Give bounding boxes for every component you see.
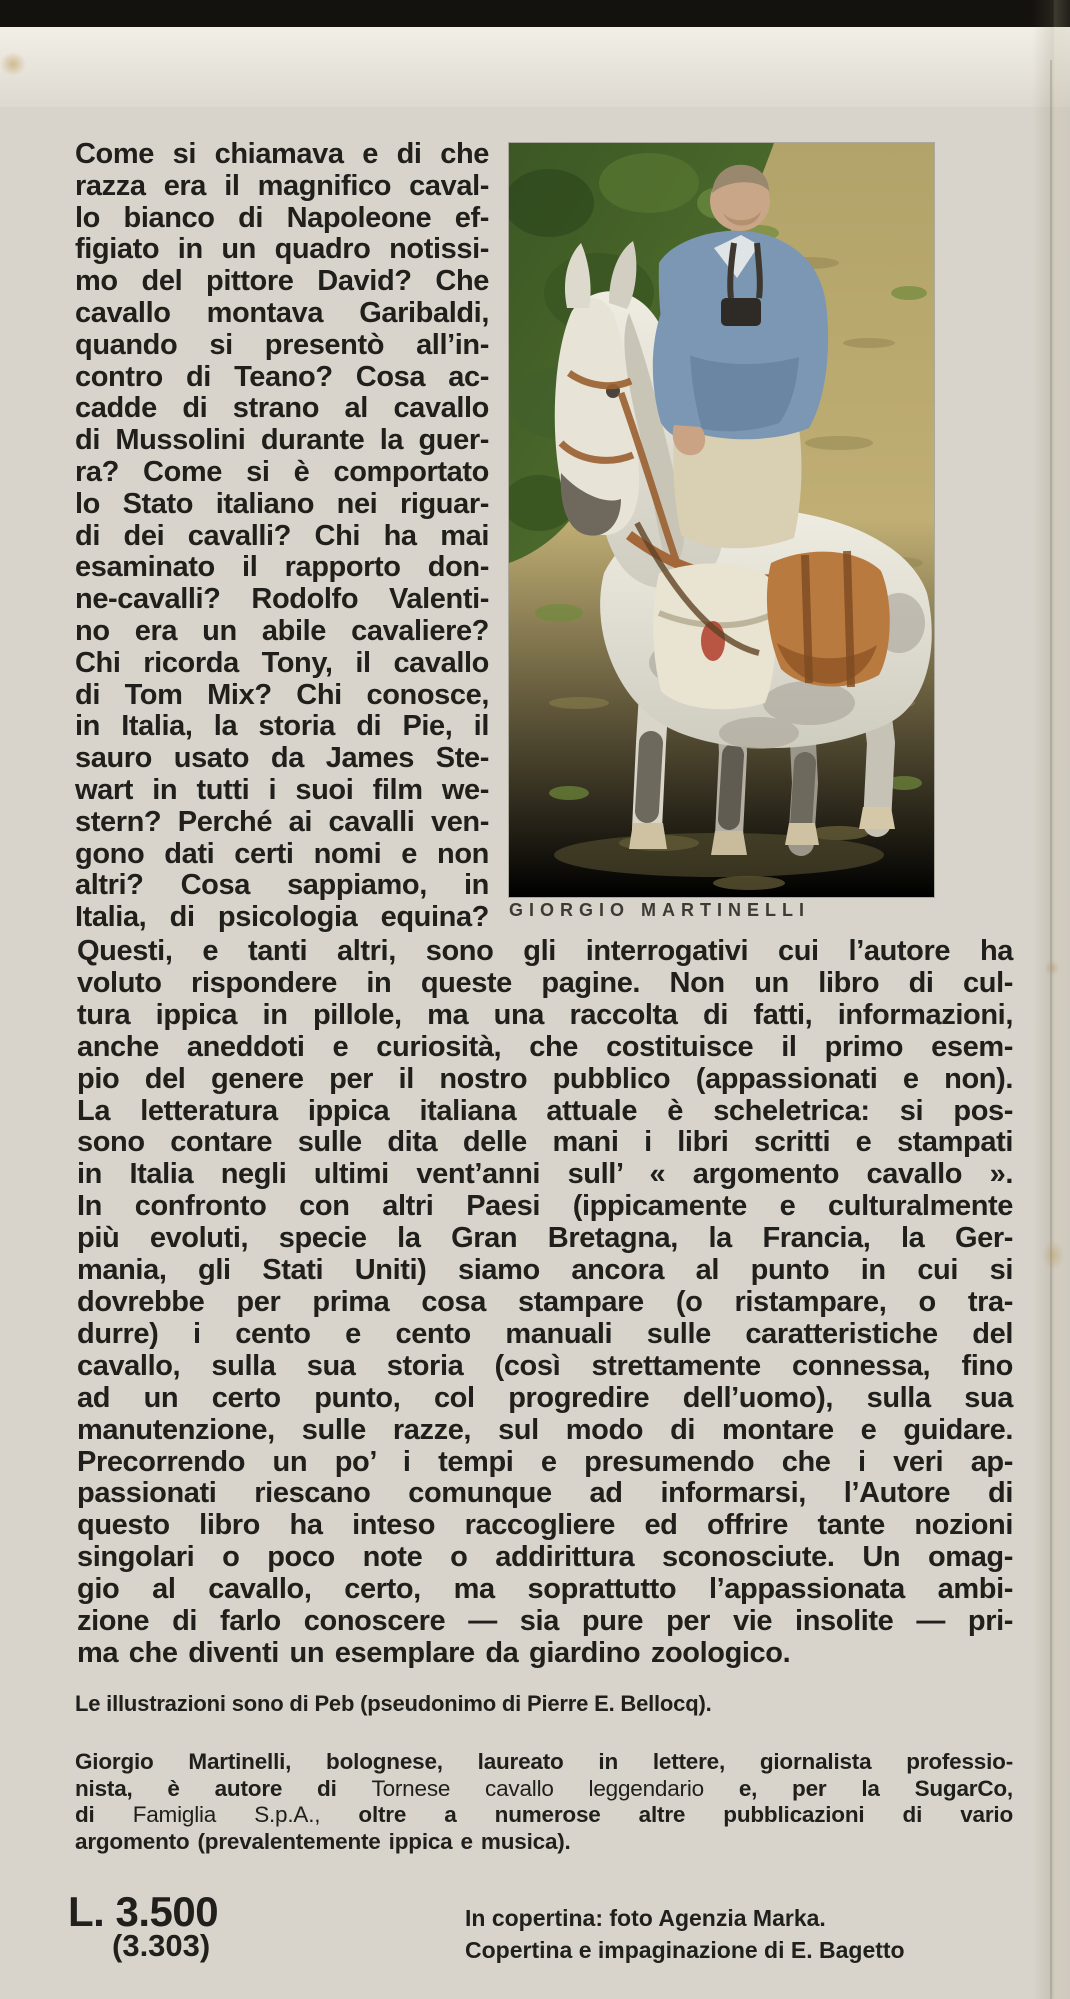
text-segment: di xyxy=(75,1802,133,1828)
text-line: altri? Cosa sappiamo, in xyxy=(75,869,489,902)
text-line: esaminato il rapporto don- xyxy=(75,551,489,584)
text-line xyxy=(75,1776,1013,1803)
photo-credit: In copertina: foto Agenzia Marka. xyxy=(465,1905,826,1931)
price: L. 3.500 xyxy=(68,1888,219,1935)
text-line: cavallo, sulla sua storia (così strettamente connessa, fino xyxy=(77,1349,1013,1382)
text-line: passionati riescano comunque ad informarsi, l’Autore di xyxy=(77,1477,1013,1510)
text-line: mo del pittore David? Che xyxy=(75,265,489,298)
cover-photo-illustration xyxy=(509,143,934,897)
text-line: figiato in un quadro notissi- xyxy=(75,233,489,266)
text-line: Precorrendo un po’ i tempi e presumendo che i veri ap- xyxy=(77,1445,1013,1478)
text-line: gono dati certi nomi e non xyxy=(75,837,489,870)
text-line: più evoluti, specie la Gran Bretagna, la Francia, la Ger- xyxy=(77,1222,1013,1255)
body-text-block xyxy=(77,936,1013,1670)
text-line: durre) i cento e cento manuali sulle caratteristiche del xyxy=(77,1317,1013,1350)
text-segment: argomento (prevalentemente ippica e musica). xyxy=(75,1828,571,1854)
text-line: lo Stato italiano nei riguar- xyxy=(75,487,489,520)
text-segment: e, per la SugarCo, xyxy=(703,1775,1013,1801)
text-line: questo libro ha inteso raccogliere ed offrire tante nozioni xyxy=(77,1509,1013,1542)
credits-block xyxy=(465,1903,1025,1967)
text-line: sauro usato da James Ste- xyxy=(75,742,489,775)
author-bio-block xyxy=(75,1749,1013,1855)
text-line xyxy=(75,1802,1013,1829)
text-line: wart in tutti i suoi film we- xyxy=(75,773,489,806)
text-line: Italia, di psicologia equina? xyxy=(75,901,489,934)
text-segment: oltre a numerose altre pubblicazioni di vario xyxy=(358,1802,1013,1828)
text-line: ma che diventi un esemplare da giardino zoologico. xyxy=(77,1636,791,1669)
text-line: ne-cavalli? Rodolfo Valenti- xyxy=(75,583,489,616)
cover-photo xyxy=(509,143,934,897)
text-line: Questi, e tanti altri, sono gli interrogativi cui l’autore ha xyxy=(77,935,1013,967)
text-line: pio del genere per il nostro pubblico (appassionati e non). xyxy=(77,1062,1013,1095)
intro-question-block xyxy=(75,139,489,934)
text-line: cadde di strano al cavallo xyxy=(75,392,489,425)
text-line: ra? Come si è comportato xyxy=(75,455,489,488)
text-line: sono contare sulle dita delle mani i libri scritti e stampati xyxy=(77,1126,1013,1159)
camera xyxy=(721,298,761,326)
text-line: anche aneddoti e curiosità, che costituisce il primo esem- xyxy=(77,1030,1013,1063)
text-line: in Italia negli ultimi vent’anni sull’ « argomento cavallo ». xyxy=(77,1158,1013,1191)
photo-caption: GIORGIO MARTINELLI xyxy=(509,900,810,920)
text-line: gio al cavallo, certo, ma soprattutto l’appassionata ambi- xyxy=(77,1573,1013,1606)
text-line: quando si presentò all’in- xyxy=(75,328,489,361)
text-line: cavallo montava Garibaldi, xyxy=(75,296,489,329)
text-segment: Tornese cavallo leggendario xyxy=(371,1775,704,1801)
text-line: Come si chiamava e di che xyxy=(75,138,489,170)
text-line: in Italia, la storia di Pie, il xyxy=(75,710,489,743)
price-code: (3.303) xyxy=(112,1928,211,1963)
text-line: zione di farlo conoscere — sia pure per vie insolite — pri- xyxy=(77,1605,1013,1638)
text-line: mania, gli Stati Uniti) siamo ancora al punto in cui si xyxy=(77,1254,1013,1287)
text-line: no era un abile cavaliere? xyxy=(75,614,489,647)
text-segment: nista, è autore di xyxy=(75,1775,372,1801)
page-right-edge xyxy=(1032,0,1070,1999)
text-line: manutenzione, sulle razze, sul modo di montare e guidare. xyxy=(77,1413,1013,1446)
text-line: In confronto con altri Paesi (ippicamente e culturalmente xyxy=(77,1190,1013,1223)
text-line: ad un certo punto, col progredire dell’uomo), sulla sua xyxy=(77,1381,1013,1414)
text-line: tura ippica in pillole, ma una raccolta di fatti, informazioni, xyxy=(77,998,1013,1031)
text-line: razza era il magnifico caval- xyxy=(75,169,489,202)
text-segment: Famiglia S.p.A., xyxy=(132,1802,359,1828)
text-line: Chi ricorda Tony, il cavallo xyxy=(75,646,489,679)
text-segment: Giorgio Martinelli, bolognese, laureato in lettere, giornalista professio- xyxy=(75,1749,1013,1774)
text-line: di Tom Mix? Chi conosce, xyxy=(75,678,489,711)
text-line: La letteratura ippica italiana attuale è scheletrica: si pos- xyxy=(77,1094,1013,1127)
text-line: singolari o poco note o addirittura sconosciute. Un omag- xyxy=(77,1541,1013,1574)
illustrations-note: Le illustrazioni sono di Peb (pseudonimo di Pierre E. Bellocq). xyxy=(75,1691,712,1716)
text-line xyxy=(75,1749,1013,1776)
text-line: lo bianco di Napoleone ef- xyxy=(75,201,489,234)
text-line: di Mussolini durante la guer- xyxy=(75,424,489,457)
page-top-edge xyxy=(0,27,1070,107)
design-credit: Copertina e impaginazione di E. Bagetto xyxy=(465,1937,905,1963)
text-line xyxy=(75,1829,1013,1856)
text-line: di dei cavalli? Chi ha mai xyxy=(75,519,489,552)
text-line: contro di Teano? Cosa ac- xyxy=(75,360,489,393)
text-line: voluto rispondere in queste pagine. Non un libro di cul- xyxy=(77,966,1013,999)
text-line: dovrebbe per prima cosa stampare (o ristampare, o tra- xyxy=(77,1285,1013,1318)
scan-top-edge xyxy=(0,0,1070,27)
text-line: stern? Perché ai cavalli ven- xyxy=(75,805,489,838)
